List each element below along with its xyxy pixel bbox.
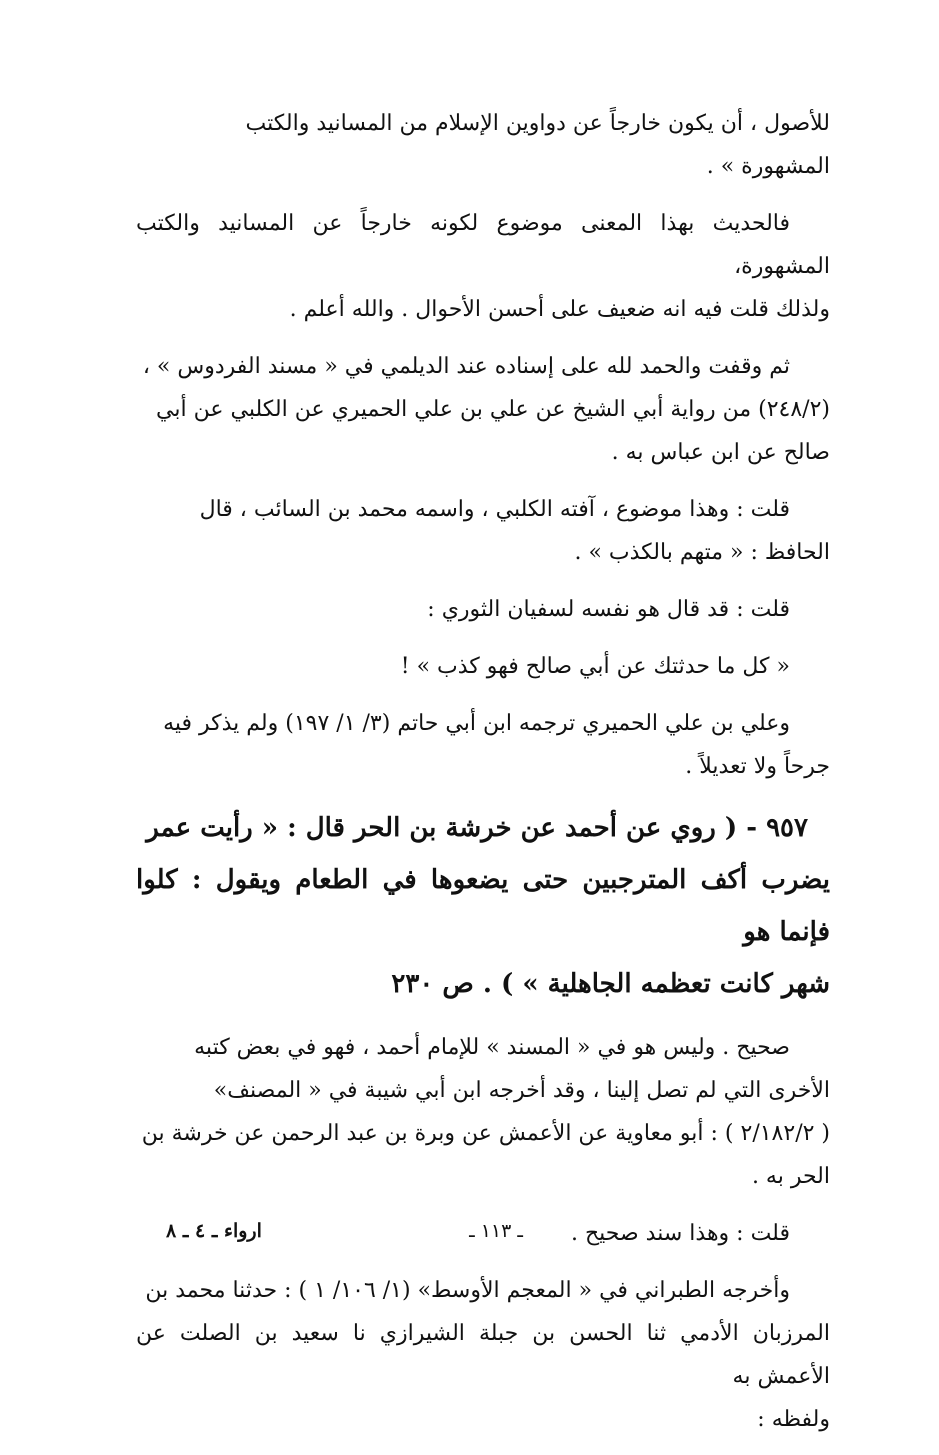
text-line: ( ٢/١٨٢/٢ ) : أبو معاوية عن الأعمش عن وبرة بن عبد الرحمن عن خرشة بن (141, 1121, 830, 1146)
paragraph-1 (136, 102, 830, 188)
text-line: الحر به . (751, 1164, 830, 1189)
paragraph-5 (136, 588, 830, 631)
text-line: ولذلك قلت فيه انه ضعيف على أحسن الأحوال . والله أعلم . (289, 297, 830, 322)
text-line: قلت : وهذا موضوع ، آفته الكلبي ، واسمه محمد بن السائب ، قال (199, 497, 790, 522)
page-footer (136, 1220, 830, 1250)
text-line: قلت : قد قال هو نفسه لسفيان الثوري : (427, 597, 790, 622)
text-line: ٩٥٧ - ( روي عن أحمد عن خرشة بن الحر قال : « رأيت عمر (146, 813, 808, 843)
paragraph-7 (136, 702, 830, 788)
text-line: صحيح . وليس هو في « المسند » للإمام أحمد ، فهو في بعض كتبه (194, 1035, 790, 1060)
page-body (136, 102, 830, 1455)
page-number: ـ ١١٣ ـ (469, 1220, 523, 1242)
text-line: يضرب أكف المترجبين حتى يضعوها في الطعام ويقول : كلوا فإنما هو (136, 865, 830, 947)
paragraph-11 (136, 1269, 830, 1441)
text-line: وأخرجه الطبراني في « المعجم الأوسط» (١/ ١٠٦/ ١ ) : حدثنا محمد بن (145, 1278, 790, 1303)
paragraph-9 (136, 1026, 830, 1198)
text-line: (٢٤٨/٢) من رواية أبي الشيخ عن علي بن علي الحميري عن الكلبي عن أبي (156, 397, 830, 422)
text-line: قلت : وهذا سند صحيح . (570, 1221, 790, 1246)
text-line: وعلي بن علي الحميري ترجمه ابن أبي حاتم (٣/ ١/ ١٩٧) ولم يذكر فيه (163, 711, 790, 736)
text-line: « كل ما حدثتك عن أبي صالح فهو كذب » ! (400, 654, 790, 679)
text-line: للأصول ، أن يكون خارجاً عن دواوين الإسلام من المسانيد والكتب (245, 111, 830, 136)
hadith-entry-957 (136, 802, 830, 1010)
paragraph-3 (136, 345, 830, 474)
paragraph-2 (136, 202, 830, 331)
paragraph-4 (136, 488, 830, 574)
text-line: الحافظ : « متهم بالكذب » . (574, 540, 830, 565)
paragraph-6 (136, 645, 830, 688)
text-line: المشهورة » . (706, 154, 830, 179)
text-line: فالحديث بهذا المعنى موضوع لكونه خارجاً عن المسانيد والكتب المشهورة، (136, 211, 830, 279)
text-line: ثم وقفت والحمد لله على إسناده عند الديلمي في « مسند الفردوس » ، (142, 354, 790, 379)
text-line: جرحاً ولا تعديلاً . (685, 754, 830, 779)
text-line: شهر كانت تعظمه الجاهلية » ) . ص ٢٣٠ (391, 969, 830, 999)
text-line: الأخرى التي لم تصل إلينا ، وقد أخرجه ابن أبي شيبة في « المصنف» (213, 1078, 830, 1103)
signature-mark: ارواء ـ ٤ ـ ٨ (166, 1220, 262, 1242)
text-line: ولفظه : (757, 1407, 830, 1432)
text-line: صالح عن ابن عباس به . (611, 440, 830, 465)
text-line: المرزبان الأدمي ثنا الحسن بن جبلة الشيرازي نا سعيد بن الصلت عن الأعمش به (136, 1321, 830, 1389)
